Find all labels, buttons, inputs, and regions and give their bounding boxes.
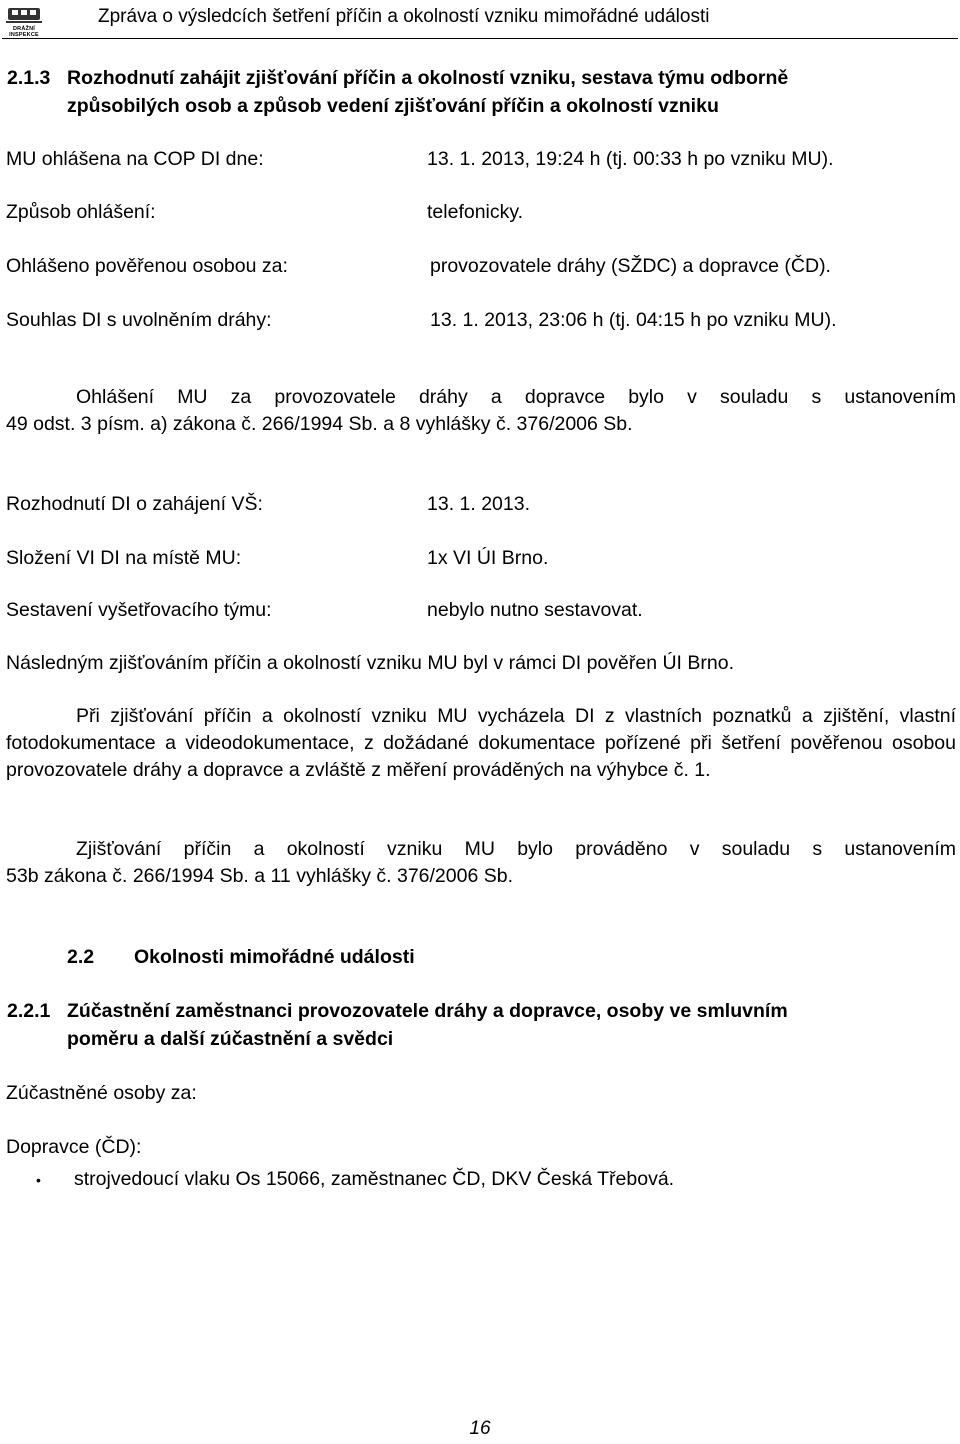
drazni-inspekce-logo — [4, 4, 44, 36]
train-emblem-icon — [4, 4, 44, 26]
section-2-1-3-title-line2: způsobilých osob a způsob vedení zjišťování příčin a okolností vzniku — [67, 95, 719, 117]
field-label-reported-by: Ohlášeno pověřenou osobou za: — [6, 255, 288, 277]
field-label-reported-date: MU ohlášena na COP DI dne: — [6, 148, 264, 170]
section-2-1-3-number: 2.1.3 — [7, 67, 51, 89]
section-2-2-title: Okolnosti mimořádné události — [134, 946, 415, 968]
document-header-title: Zpráva o výsledcích šetření příčin a okolností vzniku mimořádné události — [98, 6, 710, 27]
field-value-inspectors-on-site: 1x VI ÚI Brno. — [427, 547, 549, 569]
field-label-investigation-team: Sestavení vyšetřovacího týmu: — [6, 599, 272, 621]
field-label-track-release: Souhlas DI s uvolněním dráhy: — [6, 309, 272, 331]
list-item: strojvedoucí vlaku Os 15066, zaměstnanec ČD, DKV Česká Třebová. — [74, 1168, 675, 1190]
field-label-report-method: Způsob ohlášení: — [6, 201, 156, 223]
field-value-reported-date: 13. 1. 2013, 19:24 h (tj. 00:33 h po vzniku MU). — [427, 148, 834, 170]
participants-label: Zúčastněné osoby za: — [6, 1082, 197, 1104]
paragraph-assigned-office: Následným zjišťováním příčin a okolností vzniku MU byl v rámci DI pověřen ÚI Brno. — [6, 652, 734, 674]
field-value-reported-by: provozovatele dráhy (SŽDC) a dopravce (ČD). — [430, 255, 831, 277]
list-bullet: • — [36, 1172, 41, 1188]
field-label-investigation-start: Rozhodnutí DI o zahájení VŠ: — [6, 493, 263, 515]
field-value-investigation-start: 13. 1. 2013. — [427, 493, 531, 515]
carrier-label: Dopravce (ČD): — [6, 1136, 142, 1158]
paragraph-findings: Při zjišťování příčin a okolností vzniku MU vycházela DI z vlastních poznatků a zjištění, vlastní fotodokumentace a videodokumentace, z dožádané dokumentace pořízené při šetření pověřenou osobou provozovatele dráhy a dopravce a zvláště z měření prováděných na výhybce č. 1. — [6, 705, 956, 781]
field-value-report-method: telefonicky. — [427, 201, 524, 223]
section-2-2-1-title-line2: poměru a další zúčastnění a svědci — [67, 1028, 394, 1050]
field-value-track-release: 13. 1. 2013, 23:06 h (tj. 04:15 h po vzniku MU). — [430, 309, 837, 331]
paragraph-legal-line2: 53b zákona č. 266/1994 Sb. a 11 vyhlášky č. 376/2006 Sb. — [6, 865, 513, 887]
field-value-investigation-team: nebylo nutno sestavovat. — [427, 599, 643, 621]
section-2-2-1-number: 2.2.1 — [7, 1000, 51, 1022]
field-label-inspectors-on-site: Složení VI DI na místě MU: — [6, 547, 242, 569]
section-2-2-number: 2.2 — [67, 946, 95, 968]
paragraph-legal-line1: Zjišťování příčin a okolností vzniku MU bylo prováděno v souladu s ustanovením — [76, 838, 956, 860]
paragraph-compliance-line1: Ohlášení MU za provozovatele dráhy a dopravce bylo v souladu s ustanovením — [76, 386, 956, 408]
section-2-1-3-title-line1: Rozhodnutí zahájit zjišťování příčin a okolností vzniku, sestava týmu odborně — [67, 67, 789, 89]
paragraph-compliance-line2: 49 odst. 3 písm. a) zákona č. 266/1994 Sb. a 8 vyhlášky č. 376/2006 Sb. — [6, 413, 633, 435]
logo-text: DRÁŽNÍ INSPEKCE — [9, 26, 39, 38]
page-number: 16 — [469, 1418, 491, 1439]
header-divider — [2, 38, 958, 39]
section-2-2-1-title-line1: Zúčastnění zaměstnanci provozovatele dráhy a dopravce, osoby ve smluvním — [67, 1000, 788, 1022]
